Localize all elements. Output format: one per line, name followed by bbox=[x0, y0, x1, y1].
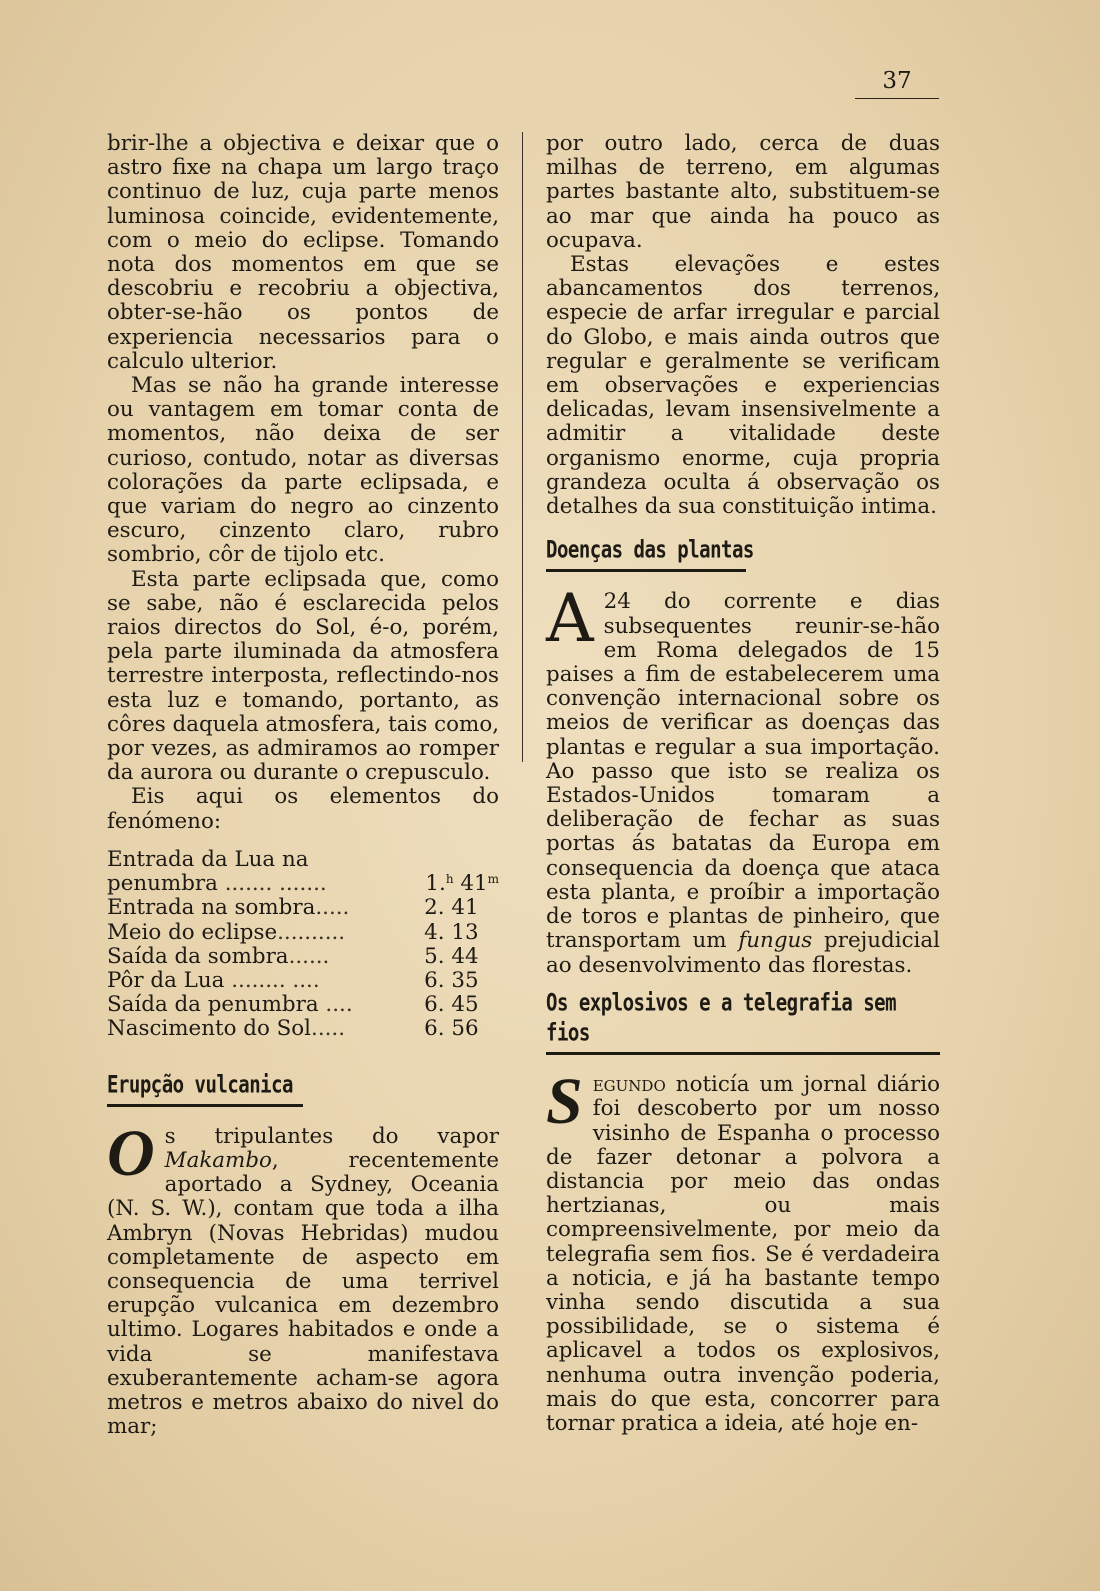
event-minutes: 56 bbox=[451, 1016, 479, 1042]
table-row bbox=[107, 921, 499, 945]
dot-leader: ....... ....... bbox=[224, 871, 327, 897]
paragraph: por outro lado, cerca de duas milhas de terreno, em algumas partes bastante alto, substituem-se ao mar que ainda ha pouco as ocupava. bbox=[546, 131, 940, 253]
article-text: s tripulantes do vapor bbox=[164, 1123, 499, 1149]
event-label: Pôr da Lua bbox=[107, 967, 225, 993]
italic-term: fungus bbox=[738, 928, 813, 954]
paragraph: Mas se não ha grande interesse ou vantagem em tomar conta de momentos, não deixa de ser curioso, contudo, notar as diversas colorações da parte eclipsada, e que variam do negro ao cinzento escuro, cinzento claro, rubro sombrio, côr de tijolo etc. bbox=[107, 373, 499, 568]
left-column bbox=[107, 132, 499, 1439]
event-hours: 6. bbox=[424, 992, 445, 1018]
event-hours: 2. bbox=[424, 895, 445, 921]
table-row bbox=[107, 969, 499, 993]
event-hours: 1. bbox=[425, 871, 446, 897]
event-label: Entrada na sombra bbox=[107, 895, 316, 921]
dropcap: O bbox=[107, 1116, 155, 1190]
paragraph: Eis aqui os elementos do fenómeno: bbox=[107, 784, 499, 834]
title-rule bbox=[546, 1052, 940, 1055]
article-text: prejudicial ao desenvolvimento das florestas. bbox=[546, 928, 940, 978]
event-hours: 6. bbox=[424, 967, 445, 993]
paragraph: brir-lhe a objectiva e deixar que o astro fixe na chapa um largo traço continuo de luz, cuja parte menos luminosa coincide, evidentemente, com o meio do eclipse. Tomando nota dos momentos em que se descobriu e recobriu a objectiva, obter-se-hão os pontos de experiencia necessarios para o calculo ulterior. bbox=[107, 131, 499, 374]
page-number: 37 bbox=[855, 68, 939, 99]
article-text: 24 do corrente e dias subsequentes reunir-se-hão em Roma delegados de 15 paises a fim de estabelecerem uma convenção internacional sobre os meios de verificar as doenças das plantas e regular a sua importação. Ao passo que isto se realiza os Estados-Unidos tomaram a deliberação de fechar as suas portas ás batatas da Europa em consequencia da doença que ataca esta planta, e proíbir a importação de toros e plantas de pinheiro, que transportam um bbox=[546, 589, 940, 954]
dot-leader: ..... bbox=[315, 895, 350, 921]
dot-leader: .... bbox=[325, 992, 353, 1018]
article-explosives bbox=[546, 1065, 940, 1436]
ship-name: Makambo bbox=[164, 1147, 272, 1173]
column-divider bbox=[522, 132, 523, 762]
right-column bbox=[546, 132, 940, 1436]
dot-leader: ...... bbox=[288, 943, 330, 969]
section-explosives bbox=[546, 978, 940, 1436]
event-hours: 6. bbox=[424, 1016, 445, 1042]
dropcap: S bbox=[546, 1065, 583, 1139]
paragraph: Estas elevações e estes abancamentos dos terrenos, especie de arfar irregular e parcial do Globo, e mais ainda outros que regular e geralmente se verificam em observações e experiencias delicadas, levam insensivelmente a admitir a vitalidade deste organismo enorme, cuja propria grandeza oculta á observação os detalhes da sua constituição intima. bbox=[546, 252, 940, 520]
table-row bbox=[107, 1017, 499, 1041]
smallcaps-word: egundo bbox=[592, 1072, 666, 1098]
event-label: Nascimento do Sol bbox=[107, 1016, 312, 1042]
minute-mark: m bbox=[487, 872, 499, 887]
event-minutes: 41 bbox=[460, 871, 488, 897]
section-volcano bbox=[107, 1042, 499, 1440]
table-row bbox=[107, 848, 499, 896]
eclipse-timetable bbox=[107, 848, 499, 1042]
article-plants bbox=[546, 580, 940, 978]
title-rule bbox=[107, 1104, 303, 1107]
dot-leader: ..... bbox=[311, 1016, 346, 1042]
section-plants bbox=[546, 519, 940, 977]
event-minutes: 35 bbox=[451, 967, 479, 993]
event-label: Saída da penumbra bbox=[107, 992, 319, 1018]
paragraph: Esta parte eclipsada que, como se sabe, não é esclarecida pelos raios directos do Sol, é-o, porém, pela parte iluminada da atmosfera terrestre interposta, reflectindo-nos esta luz e tomando, portanto, as côres daquela atmosfera, tais como, por vezes, as admiramos ao romper da aurora ou durante o crepusculo. bbox=[107, 566, 499, 786]
event-hours: 4. bbox=[424, 919, 445, 945]
dot-leader: .......... bbox=[277, 919, 346, 945]
article-text: noticía um jornal diário foi descoberto por um nosso visinho de Espanha o processo de fazer detonar a polvora a distancia por meio das ondas hertzianas, ou mais compreensivelmente, por meio da telegrafia sem fios. Se é verdadeira a noticia, e já ha bastante tempo vinha sendo discutida a sua possibilidade, se o sistema é aplicavel a todos os explosivos, nenhuma outra invenção poderia, mais do que esta, concorrer para tornar pratica a ideia, até hoje en- bbox=[546, 1072, 940, 1436]
event-label: Entrada da Lua na penumbra bbox=[107, 846, 309, 897]
event-hours: 5. bbox=[424, 943, 445, 969]
section-title-volcano: Erupção vulcanica bbox=[107, 1070, 293, 1099]
section-title-plants: Doenças das plantas bbox=[546, 536, 754, 564]
event-minutes: 44 bbox=[451, 943, 479, 969]
event-minutes: 41 bbox=[451, 895, 479, 921]
event-minutes: 45 bbox=[451, 992, 479, 1018]
hour-mark: h bbox=[445, 872, 454, 887]
event-minutes: 13 bbox=[451, 919, 479, 945]
event-label: Meio do eclipse bbox=[107, 919, 278, 945]
dot-leader: ........ .... bbox=[231, 967, 320, 993]
section-title-explosives: Os explosivos e a telegrafia sem fios bbox=[546, 988, 897, 1047]
event-label: Saída da sombra bbox=[107, 943, 289, 969]
table-row bbox=[107, 945, 499, 969]
article-volcano bbox=[107, 1116, 499, 1440]
table-row bbox=[107, 896, 499, 920]
article-text: , recentemente aportado a Sydney, Oceania (N. S. W.), contam que toda a ilha Ambryn (Novas Hebridas) mudou completamente de aspecto em consequencia de uma terrivel erupção vulcanica em dezembro ultimo. Logares habitados e onde a vida se manifestava exuberantemente acham-se agora metros e metros abaixo do nivel do mar; bbox=[107, 1147, 499, 1440]
title-rule bbox=[546, 569, 746, 572]
dropcap: A bbox=[546, 580, 594, 658]
table-row bbox=[107, 993, 499, 1017]
